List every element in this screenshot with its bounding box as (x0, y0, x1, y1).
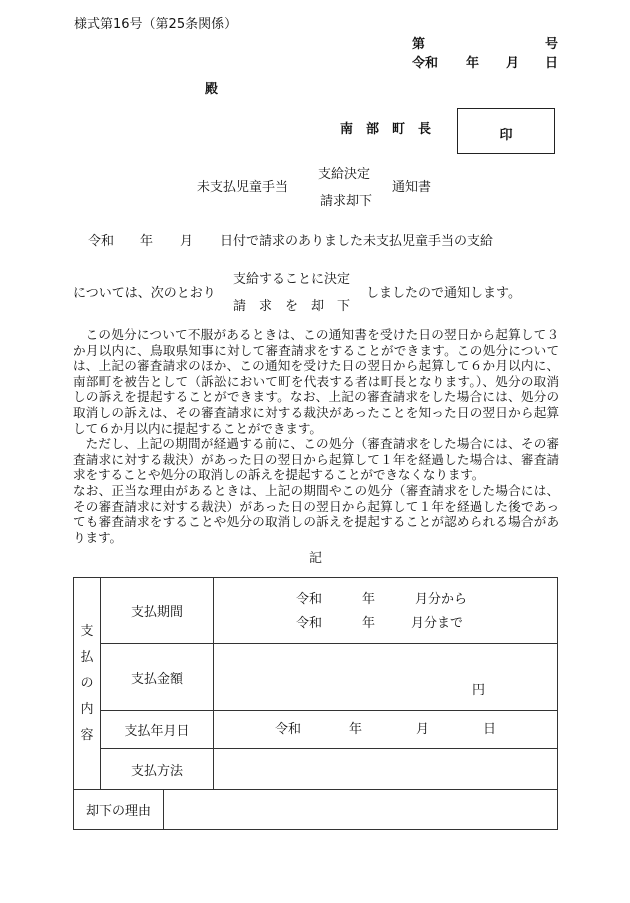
vertical-char: 容 (80, 727, 94, 743)
reason-label: 却下の理由 (74, 790, 164, 830)
vertical-char: 内 (80, 701, 94, 717)
vertical-char: 支 (80, 623, 94, 639)
title-option-reject: 請求却下 (320, 194, 373, 209)
period-from-year: 年 (362, 592, 376, 607)
issuer-name: 南 部 町 長 (340, 122, 432, 137)
period-value-cell[interactable] (214, 578, 558, 644)
vertical-char: の (80, 675, 94, 691)
amount-label: 支払金額 (101, 644, 214, 711)
intro-era: 令和 (88, 234, 115, 249)
method-label: 支払方法 (101, 749, 214, 790)
period-from-label: 月分から (415, 592, 468, 607)
vertical-char: 払 (80, 649, 94, 665)
decision-suffix: しましたので通知します。 (366, 286, 521, 301)
date-day: 日 (483, 722, 497, 737)
ki-label: 記 (309, 551, 323, 566)
period-to-era: 令和 (296, 616, 323, 631)
body-paragraph: この処分について不服があるときは、この通知書を受けた日の翌日から起算して３か月以内に、鳥取県知事に対して審査請求をすることができます。この処分については、上記の審査請求のほか、この通知を受けた日の翌日から起算して６か月以内に、南部町を被告として（訴訟において町を代表する者は町長となります。）、処分の取消しの訴えを提起することができます。なお、上記の審査請求をした場合には、処分の取消しの訴えは、その審査請求に対する裁決があったことを知った日の翌日から起算して６か月以内に提起することができます。 (73, 327, 559, 436)
period-from-era: 令和 (296, 592, 323, 607)
number-prefix: 第 (412, 37, 426, 52)
number-suffix: 号 (545, 37, 559, 52)
decision-option-reject: 請 求 を 却 下 (233, 299, 351, 314)
header-month: 月 (506, 56, 520, 71)
amount-unit: 円 (472, 683, 486, 698)
body-paragraph: なお、正当な理由があるときは、上記の期間やこの処分（審査請求をした場合には、その審査請求に対する裁決）があった日の翌日から起算して１年を経過した後であっても審査請求をすることや処分の取消しの訴えを提起することが認められる場合があります。 (73, 482, 559, 545)
date-label: 支払年月日 (101, 711, 214, 749)
intro-month: 月 (180, 234, 194, 249)
date-year: 年 (349, 722, 363, 737)
details-table (73, 577, 558, 830)
method-value-cell[interactable] (214, 749, 558, 790)
header-day: 日 (545, 56, 559, 71)
amount-value-cell[interactable] (214, 644, 558, 711)
period-to-label: 月分まで (411, 616, 464, 631)
date-month: 月 (416, 722, 430, 737)
seal-label: 印 (499, 128, 513, 143)
title-right: 通知書 (392, 180, 432, 195)
intro-year: 年 (140, 234, 154, 249)
title-option-grant: 支給決定 (318, 167, 371, 182)
period-to-year: 年 (362, 616, 376, 631)
decision-option-grant: 支給することに決定 (233, 272, 351, 287)
date-era: 令和 (275, 722, 302, 737)
seal-box (457, 108, 555, 154)
decision-prefix: については、次のとおり (73, 286, 216, 301)
body-paragraph: ただし、上記の期間が経過する前に、この処分（審査請求をした場合には、その審査請求に対する裁決）があった日の翌日から起算して１年を経過した場合は、審査請求をすることや処分の取消しの訴えを提起することができなくなります。 (73, 436, 559, 483)
body-text (73, 327, 559, 545)
form-label: 様式第16号（第25条関係） (74, 17, 238, 32)
intro-rest: 日付で請求のありました未支払児童手当の支給 (220, 234, 494, 249)
title-left: 未支払児童手当 (197, 180, 289, 195)
addressee-suffix: 殿 (205, 82, 219, 97)
period-label: 支払期間 (101, 578, 214, 644)
reason-value-cell[interactable] (164, 790, 558, 830)
vertical-label (74, 578, 101, 790)
date-value-cell[interactable] (214, 711, 558, 749)
header-year: 年 (466, 56, 480, 71)
header-era: 令和 (412, 56, 439, 71)
